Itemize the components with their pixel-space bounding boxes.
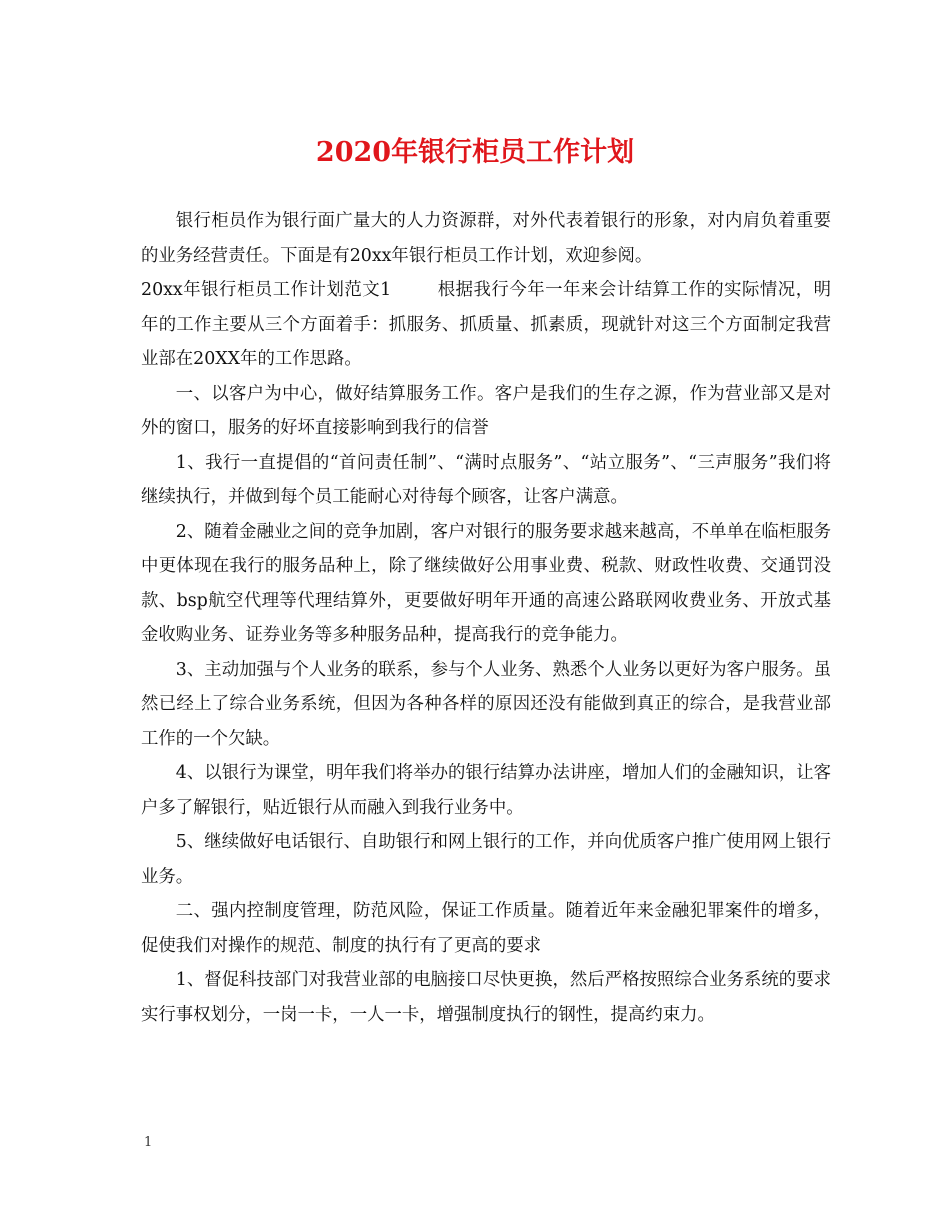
body-paragraph: 一、以客户为中心，做好结算服务工作。客户是我们的生存之源，作为营业部又是对外的窗口，服务的好坏直接影响到我行的信誉 (141, 383, 831, 438)
body-paragraph: 4、以银行为课堂，明年我们将举办的银行结算办法讲座，增加人们的金融知识，让客户多了解银行，贴近银行从而融入到我行业务中。 (141, 763, 831, 818)
body-paragraph: 5、继续做好电话银行、自助银行和网上银行的工作，并向优质客户推广使用网上银行业务。 (141, 832, 831, 887)
body-paragraph: 二、强内控制度管理，防范风险，保证工作质量。随着近年来金融犯罪案件的增多，促使我们对操作的规范、制度的执行有了更高的要求 (141, 901, 831, 956)
intro-paragraph: 银行柜员作为银行面广量大的人力资源群，对外代表着银行的形象，对内肩负着重要的业务经营责任。下面是有20xx年银行柜员工作计划，欢迎参阅。 (141, 211, 831, 266)
sample-lead: 根据我行今年一年来会计结算工作的实际情况，明年的工作主要从三个方面着手：抓服务、抓质量、抓素质，现就针对这三个方面制定我营业部在20XX年的工作思路。 (141, 280, 831, 369)
body-paragraph: 1、督促科技部门对我营业部的电脑接口尽快更换，然后严格按照综合业务系统的要求实行事权划分，一岗一卡，一人一卡，增强制度执行的钢性，提高约束力。 (141, 970, 831, 1025)
body-paragraph: 1、我行一直提倡的“首问责任制”、“满时点服务”、“站立服务”、“三声服务”我们将继续执行，并做到每个员工能耐心对待每个顾客，让客户满意。 (141, 452, 831, 507)
sample-paragraph (141, 273, 831, 377)
body-paragraph: 2、随着金融业之间的竞争加剧，客户对银行的服务要求越来越高，不单单在临柜服务中更体现在我行的服务品种上，除了继续做好公用事业费、税款、财政性收费、交通罚没款、bsp航空代理等代理结算外，更要做好明年开通的高速公路联网收费业务、开放式基金收购业务、证券业务等多种服务品种，提高我行的竞争能力。 (141, 521, 831, 645)
document-body (141, 204, 831, 1032)
document-title: 2020年银行柜员工作计划 (315, 137, 635, 168)
body-paragraph: 3、主动加强与个人业务的联系，参与个人业务、熟悉个人业务以更好为客户服务。虽然已经上了综合业务系统，但因为各种各样的原因还没有能做到真正的综合，是我营业部工作的一个欠缺。 (141, 659, 831, 749)
sample-heading: 20xx年银行柜员工作计划范文1 (141, 280, 392, 300)
page-number: 1 (144, 1135, 153, 1150)
